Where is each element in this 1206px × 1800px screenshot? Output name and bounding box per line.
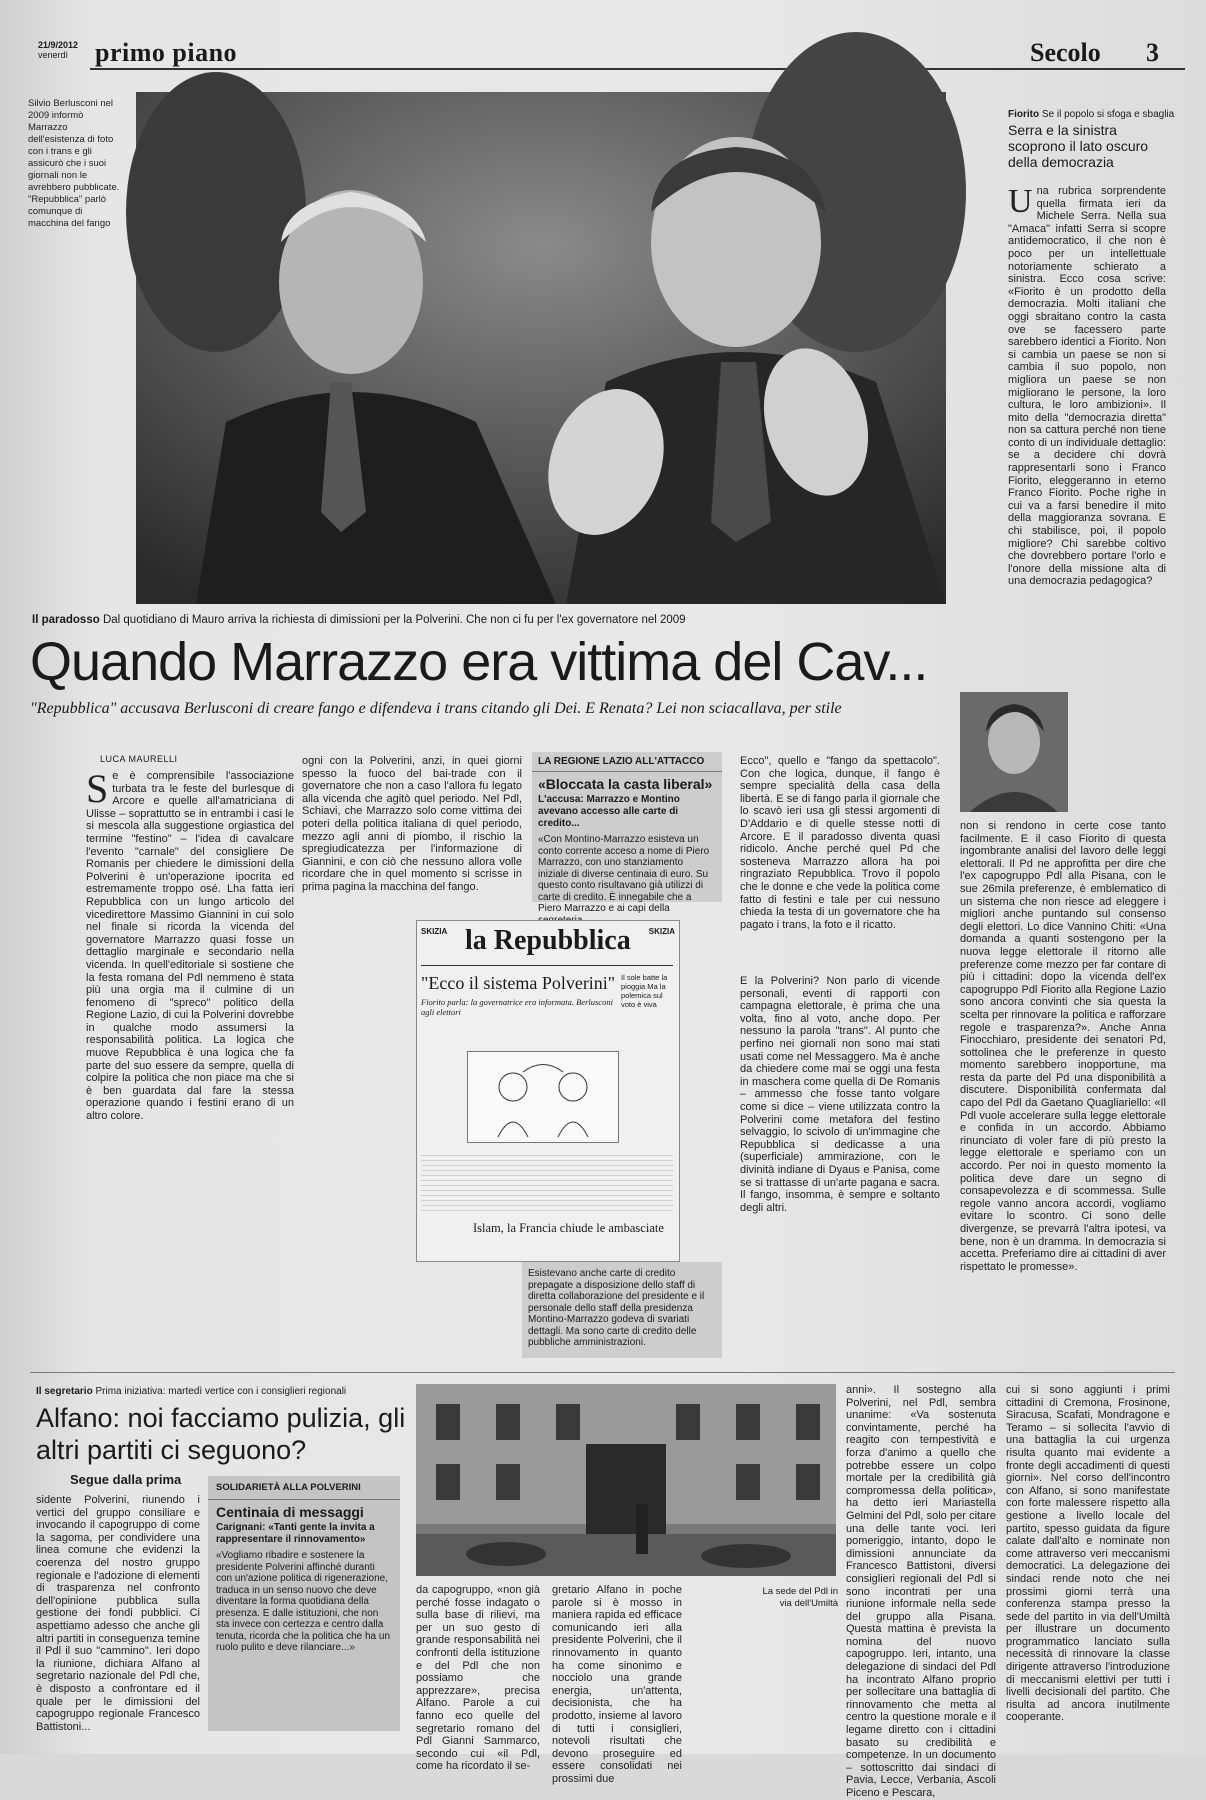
building-caption: La sede del Pdl in via dell'Umiltà [762, 1586, 838, 1609]
solidarity-lead: Carignani: «Tanti gente la invita a rappresentare il rinnovamento» [216, 1522, 375, 1545]
article-col-2: ogni con la Polverini, anzi, in quei giorni spesso la fuoco del bai-trade con il governatore che non a caso l'allora fu legato alla vicenda che agitò quel periodo. Nel Pdl, Schiavi, che Marrazzo solo come vittima dei poteri della politica italiana di quel periodo, mezzo agli anni di piombo, il rischio la spregiudicatezza per l'informazione di Giannini, e con ciò che nessuno allora volle ricordare che in quel momento si scrisse in prima pagina la macchina del fango. [302, 755, 522, 893]
sidebar-kicker [1008, 109, 1174, 120]
repubblica-clipping [416, 920, 680, 1262]
photo-side-caption: Silvio Berlusconi nel 2009 informò Marrazzo dell'esistenza di foto con i trans e gli assicurò che i suoi giornali non le avrebbero pubblicate. "Repubblica" parlò comunque di macchina del fango [28, 98, 120, 229]
sidebar-text-2-body: non si rendono in certe cose tanto facilmente. E il caso Fiorito di questa ingombrante analisi del lavoro delle leggi elettorali. Il Pd ne approfitta per dire che l'ex capogruppo Pdl alla Pisana, con le sue 26mila preferenze, è emblematico di un sistema che non riesce ad eleggere i migliori anche puntando sul consenso degli elettori. Lo dice Vannino Chiti: «Una domanda a quanti sostengono per la nuova legge elettorale il ritorno alle preferenze come mezzo per far contare di più i cittadini: dopo la vicenda dell'ex capogruppo Pdl Fiorito alla Regione Lazio sono ancora convinti che sia questa la scelta per rinnovare la politica e rafforzare regole e trasparenza?». Anche Anna Finocchiaro, presidente dei senatori Pd, sottolinea che le preferenze in questo momento sarebbero inopportune, ma resta da parte del Pd una disponibilità a discutere. Disponibilità confermata dal capo del Pdl da Gaetano Quagliariello: «Il Pdl vuole accelerare sulla legge elettorale e confida in un accordo. Abbiamo rinunciato di voler fare di più presto la legge elettorale e speriamo con un accordo. Per noi in questo momento la politica deve dare un segno di consapevolezza e di scommessa. Sulle regole vanno ancora accordi, vogliamo evitare lo scontro. Ci sono delle divergenze, se prevarrà l'altra ipotesi, va bene, non è un dramma. In democrazia si accetta. Preferiamo dire ai cittadini di aver rispettato le promesse». [960, 820, 1166, 1273]
sidebar-photo [960, 692, 1068, 812]
clip-gray-area [421, 1151, 673, 1211]
article-col-1 [86, 766, 294, 1325]
bottom-kicker [36, 1386, 346, 1397]
solidarity-body: «Vogliamo ribadire e sostenere la presidente Polverini affinché duranti con un'azione politica di rigenerazione, traduca in un senso nuovo che deve diventare la forma quotidiana della presenza. E dalle istituzioni, che non sta invece con certezza e centro dalla tenuta, ricorda che la politica che ha un ruolo pulito e deve rilanciare...» [216, 1550, 390, 1653]
header-date [38, 40, 78, 60]
byline: LUCA MAURELLI [100, 754, 178, 764]
section-name: primo piano [95, 38, 238, 67]
clip-left-tag: SKIZIA [421, 927, 448, 936]
clip-subhead: Fiorito parla: la governatrice era informata. Berlusconi agli elettori [421, 997, 613, 1017]
bottom-col-5: cui si sono aggiunti i primi cittadini di Cremona, Frosinone, Siracusa, Scafati, Mondragone e Teramo – si sollecita l'avvio di una battaglia la cui urgenza risulta quanto mai evidente a fronte degli accadimenti di questi giorni». Nel corso dell'incontro con Alfano, si sono manifestate con forte malessere rispetto alla gestione a livello locale del partito, spesso guidata da figure calate dall'alto e nominate non come attraverso veri meccanismi democratici. La delegazione dei sindaci rende noto che nei prossimi giorni terrà una conferenza stampa presso la sede del partito in via dell'Umiltà per illustrare un documento programmatico lanciato sulla necessità di rinnovare la classe dirigente attraverso l'introduzione di meccanismi elettivi per tutti i livelli decisionali del partito. Che risulta ad ancora inutilmente cooperante. [1006, 1384, 1170, 1724]
bottom-col-2: da capogruppo, «non già perché fosse indagato o sulla base di rilievi, ma per un suo gesto di grande responsabilità nei confronti della istituzione e del Pdl che non possiamo che apprezzare», precisa Alfano. Parole a cui fanno eco quelle del segretario romano del Pdl Gianni Sammarco, secondo cui «il Pdl, come ha ricordato il se- [416, 1584, 540, 1773]
main-photo-caption [32, 614, 932, 626]
building-photo [416, 1384, 836, 1576]
clip-cartoon [467, 1051, 619, 1143]
building-icon [416, 1384, 836, 1576]
sidebar-kicker-sub: Se il popolo si sfoga e sbaglia [1041, 109, 1175, 120]
page-number: 3 [1146, 38, 1159, 67]
bottom-headline: Alfano: noi facciamo pulizia, gli altri partiti ci seguono? [36, 1403, 406, 1465]
inset-headline: «Bloccata la casta liberal» [538, 776, 713, 792]
bottom-col-3: gretario Alfano in poche parole si è mosso in maniera rapida ed efficace comunicando ieri alla presidente Polverini, che il rinnovamento in quanto ha come sinonimo e nocciolo una grande energia, un'attenta, decisionista, che ha prodotto, insieme al lavoro di tutti i consiglieri, notevoli risultati che devono proseguire ed essere consolidati nei prossimi due [552, 1584, 682, 1785]
cartoon-icon [468, 1052, 618, 1142]
inset-kicker: LA REGIONE LAZIO ALL'ATTACCO [532, 752, 722, 772]
weekday: venerdì [38, 50, 69, 60]
inset-box [532, 752, 722, 914]
clip-right-tag: SKIZIA [648, 927, 675, 936]
clip-quote: Esistevano anche carte di credito prepagate a disposizione dello staff di diretta collaborazione del presidente e il personale dello staff della presidenza Montino-Marrazzo godeva di svariati dettagli. Ma sono carte di credito delle pubbliche amministrazioni. [528, 1268, 705, 1348]
portrait-icon [960, 692, 1068, 812]
politicians-photo-icon [136, 92, 946, 604]
caption-label: Il paradosso [32, 614, 100, 626]
inset-body: «Con Montino-Marrazzo esisteva un conto corrente acceso a nome di Piero Marrazzo, con uno stanziamento iniziale di diverse centinaia di euro. Su questo conto risultavano già utilizzi di carte di credito. È innegabile che a Piero Marrazzo e ai capi della [538, 834, 710, 914]
bottom-divider [30, 1372, 1175, 1373]
clip-quote-box [522, 1262, 722, 1358]
sidebar-text-1-content: na rubrica sorprendente quella firmata ieri da Michele Serra. Nella sua "Amaca" infatti Serra si scopre antidemocratico, il che non è poco per un intellettuale notoriamente schierato a sinistra. Ecco cosa scrive: «Fiorito è un prodotto della democrazia. Molti italiani che oggi sbraitano contro la casta ove se facessero parte sarebbero identici a Fiorito. Non si cambia un paese se non si cambia il suo popolo, non migliora un paese se non migliorano le persone, la loro cultura, le loro ambizioni». Il mito della "democrazia diretta" non sa cattura perché non tiene conto di un individuale dettaglio: se a decidere chi dovrà rappresentarli sono i Franco Fiorito, eleggeranno in eterno Franco Fiorito. Poche righe in cui va a farsi benedire il mito della maggioranza sovrana. E chi stabilisce, poi, il popolo migliore? Chi sarebbe coltivo che dovrebbero portare l'orlo e l'onore della missione alta di una democrazia pedagogica? [1008, 185, 1166, 588]
solidarity-headline: Centinaia di messaggi [216, 1504, 364, 1520]
bottom-kicker-sub: Prima iniziativa: martedì vertice con i consiglieri regionali [95, 1386, 347, 1397]
sidebar-text-1 [1008, 185, 1166, 655]
main-photo [136, 92, 946, 604]
paper-name: Secolo [1030, 38, 1101, 67]
header-rule [90, 68, 1185, 70]
clip-rule [421, 965, 673, 966]
continue-label: Segue dalla prima [70, 1472, 182, 1487]
clip-headline: "Ecco il sistema Polverini" [421, 973, 616, 993]
article-col-3: Ecco", quello e "fango da spettacolo". Con che logica, dunque, il fango è sempre specialità della casa della libertà. E se di fango parla il giornale che lo scavò ieri usa gli stessi argomenti di D'Addario e di quelle stesse notti di Arcore. E il paradosso diventa quasi ridicolo. Anche perché quel Pd che sosteneva Marrazzo allora ha poi ringraziato Repubblica. Trovo il popolo che le donne e che vede la politica come fatto di festini e tale per cui nessuno chieda la testa di un governatore che ha pagato i trans, la foto e il ricatto. [740, 755, 940, 931]
inset-lead: L'accusa: Marrazzo e Montino avevano accesso alle carte di credito... [538, 794, 680, 829]
sidebar-kicker-label: Fiorito [1008, 109, 1040, 120]
bottom-kicker-label: Il segretario [36, 1386, 93, 1397]
clip-masthead: la Repubblica [465, 925, 631, 956]
main-subhead: "Repubblica" accusava Berlusconi di creare fango e difendeva i trans citando gli Dei. E Renata? Lei non sciacallava, per stile [30, 700, 842, 717]
caption-text: Dal quotidiano di Mauro arriva la richiesta di dimissioni per la Polverini. Che non ci fu per l'ex governatore nel 2009 [102, 614, 686, 626]
sidebar-headline: Serra e la sinistra scoprono il lato oscuro della democrazia [1008, 122, 1149, 170]
solidarity-kicker: SOLIDARIETÀ ALLA POLVERINI [208, 1476, 400, 1500]
bottom-col-1: sidente Polverini, riunendo i vertici del gruppo consiliare e invocando il capogruppo di come la sagoma, per condividere una linea comune che evidenzi la coerenza del nostro gruppo regionale e l'adozione di elementi di trasparenza nel confronto dell'opinione pubblica sulla gestione dei fondi pubblici. Ci aspettiamo adesso che anche gli altri partiti in conseguenza temine il Pdl il suo "cammino". Ieri dopo la riunione, dichiara Alfano al segretario nazionale del Pdl che, è disposto a confrontare ed il quale per le dimissioni del capogruppo regionale Francesco Battistoni... [36, 1494, 200, 1733]
clip-bottom-headline: Islam, la Francia chiude le ambasciate [473, 1221, 664, 1235]
solidarity-box [208, 1476, 400, 1731]
col1-text: e è comprensibile l'associazione turbata tra le feste del burlesque di Arcore e quelle all'amatriciana di Ulisse – soprattutto se in entrambi i casi le si mescola alla suggestione orgiastica del termine "festino" – l'idea di cavalcare l'evento "carnale" del consigliere De Romanis per chiedere le dimissioni della Polverini è un'operazione ipocrita ed estremamente troppo osé. Lha fatta ieri Repubblica con un lungo articolo del vicedirettore Massimo Giannini in cui solo nel finale si ricorda la vicenda del governatore Marrazzo quasi fosse un dettaglio marginale e secondario nella vicenda. In quell'editoriale si sostiene che la festa romana del Pdl nemmeno è stata più una orgia ma il culmine di un fenomeno di "spreco" politico della Regione Lazio, di cui la Polverini dovrebbe in qualche modo assumersi la responsabilità politica. La logica che muove Repubblica è una logica che fa parte del suo essere da sempre, quella di colpire la politica che non piace ma che si è ben guardata dal fare la stessa operazione quando i festini erano di un altro colore. [86, 770, 294, 1123]
bottom-col-4: anni». Il sostegno alla Polverini, nel Pdl, sembra unanime: «Va sostenuta convintamente, perché ha reagito con tempestività e forza d'animo a quello che potrebbe essere un colpo mortale per la credibilità già compromessa della politica», ha detto ieri Mariastella Gelmini del Pdl, solo per citare una delle tante voci. Ieri pomeriggio, intanto, dopo le dimissioni annunciate da Francesco Battistoni, diversi consiglieri regionali del Pdl si sono incontrati per una riunione informale nella sede del gruppo alla Pisana. Questa mattina è prevista la nomina del nuovo capogruppo. Ieri, intanto, una delegazione di sindaci del Pdl ha incontrato Alfano proprio per sollecitare una battaglia di rinnovamento che metta al centro la questione morale e il legame diretto con i cittadini basato su credibilità e competenze. In un documento – sottoscritto dai sindaci di Pavia, Lecce, Verbania, Ascoli Piceno e Pescara, [846, 1384, 996, 1799]
date: 21/9/2012 [38, 40, 79, 50]
main-headline: Quando Marrazzo era vittima del Cav... [30, 632, 928, 692]
sidebar-drop-cap: U [1008, 183, 1033, 220]
clip-side-note: Il sole batte la pioggia Ma la polemica sul voto è viva [621, 973, 668, 1009]
drop-cap: S [86, 766, 109, 811]
article-col-4: E la Polverini? Non parlo di vicende personali, eventi di rapporti con campagna elettorale, è prima che una volta, fino al voto, anche dopo. Per nessuno la parola "trans". Al punto che perfino nei giornali non sono mai stati usati come nel Messaggero. Ma è anche da chiedere come mai se oggi una festa in maschera come quella di De Romanis – ammesso che fosse tanto volgare come si dice – viene utilizzata contro la Polverini come metafora del festino selvaggio, lo scivolo di un'immagine che Repubblica si dedicasse a una (superficiale) ammirazione, con le divinità indiane di Dyaus e Panisa, come se si trattasse di un'arte pagana e sacra. Il fango, insomma, è sempre e soltanto degli altri. [740, 975, 940, 1214]
